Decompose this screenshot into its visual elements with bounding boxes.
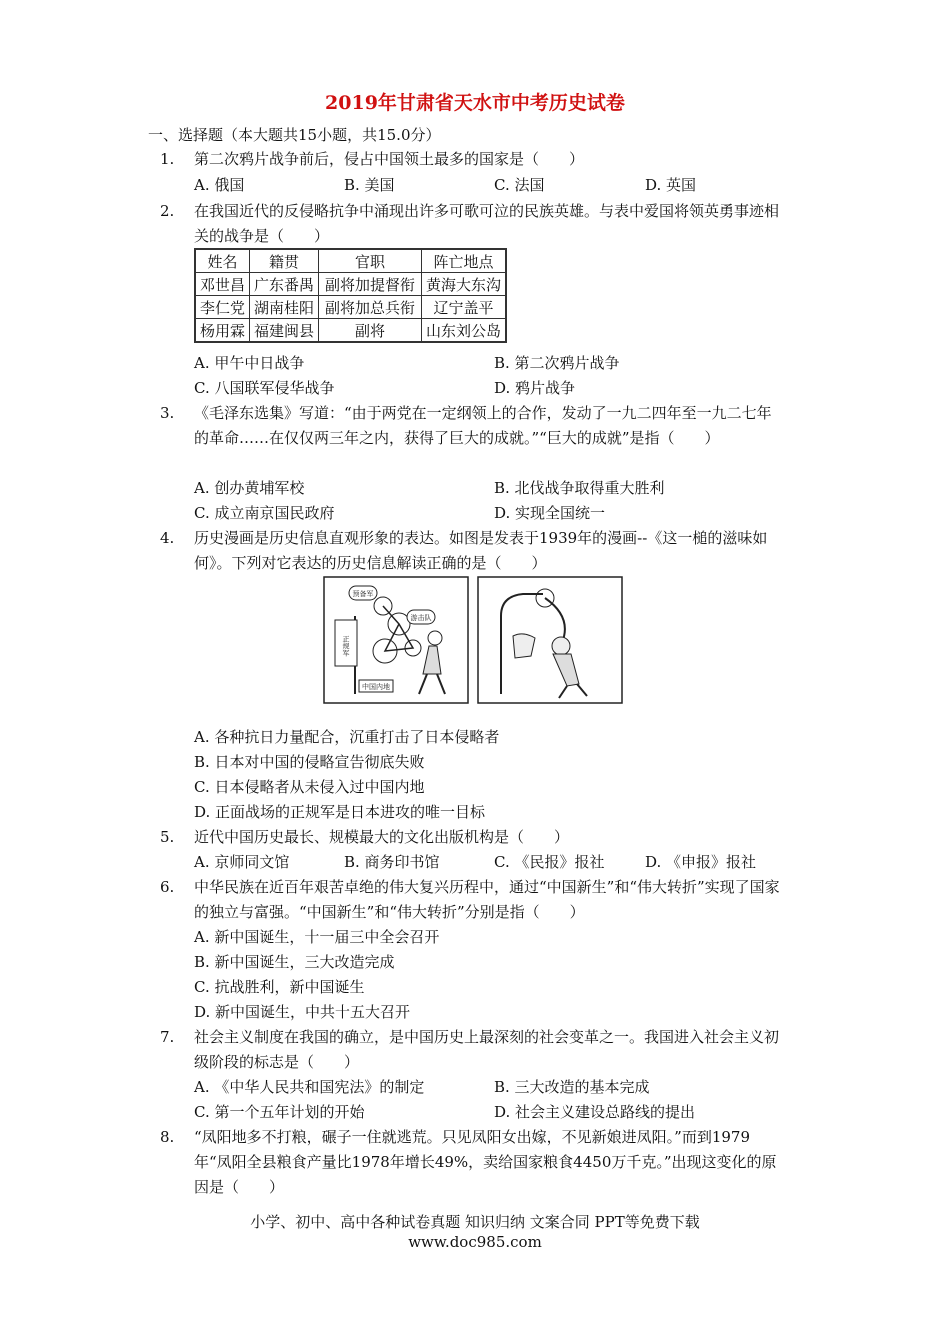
table-cell: 湖南桂阳: [250, 296, 319, 319]
question-number: 6.: [160, 878, 175, 896]
label-guerrilla: 游击队: [410, 614, 432, 622]
label-inland: 中国内地: [362, 683, 390, 691]
footer-promo: 小学、初中、高中各种试卷真题 知识归纳 文案合同 PPT等免费下载: [250, 1213, 700, 1231]
option-c: C. 《民报》报社: [494, 853, 605, 871]
generals-table: [194, 248, 507, 343]
label-reserve-army: 预备军: [352, 590, 374, 598]
question-stem: 第二次鸦片战争前后，侵占中国领土最多的国家是（ ）: [194, 150, 585, 168]
question-5: [160, 825, 786, 850]
option-a: A. 各种抗日力量配合，沉重打击了日本侵略者: [194, 728, 500, 746]
option-c: C. 第一个五年计划的开始: [194, 1103, 365, 1121]
table-row: [195, 296, 506, 319]
option-d: D. 正面战场的正规军是日本进攻的唯一目标: [194, 803, 486, 821]
table-row: [195, 319, 506, 343]
option-c: C. 日本侵略者从未侵入过中国内地: [194, 778, 425, 796]
question-stem: 近代中国历史最长、规模最大的文化出版机构是（ ）: [194, 828, 570, 846]
option-c: C. 八国联军侵华战争: [194, 379, 335, 397]
question-6: [160, 875, 786, 925]
table-header: 阵亡地点: [422, 249, 507, 273]
table-cell: 副将加总兵衔: [319, 296, 422, 319]
option-c: C. 抗战胜利，新中国诞生: [194, 978, 365, 996]
section-heading: 一、选择题（本大题共15小题，共15.0分）: [148, 126, 441, 144]
option-b: B. 三大改造的基本完成: [494, 1078, 650, 1096]
label-regular-army: 正规军: [342, 635, 350, 657]
table-header: 姓名: [195, 249, 250, 273]
question-1: [160, 147, 786, 172]
question-2: [160, 199, 786, 249]
table-cell: 广东番禺: [250, 273, 319, 296]
exam-title: 2019年甘肃省天水市中考历史试卷: [325, 92, 625, 114]
question-number: 1.: [160, 150, 175, 168]
option-d: D. 社会主义建设总路线的提出: [494, 1103, 696, 1121]
question-number: 3.: [160, 404, 175, 422]
option-b: B. 美国: [344, 176, 395, 194]
option-d: D. 新中国诞生，中共十五大召开: [194, 1003, 411, 1021]
question-stem: 社会主义制度在我国的确立，是中国历史上最深刻的社会变革之一。我国进入社会主义初级阶段的标志是（ ）: [194, 1028, 780, 1071]
question-number: 4.: [160, 529, 175, 547]
option-a: A. 俄国: [194, 176, 245, 194]
option-d: D. 《申报》报社: [645, 853, 757, 871]
question-8: [160, 1125, 786, 1200]
table-header-row: [195, 249, 506, 273]
option-b: B. 日本对中国的侵略宣告彻底失败: [194, 753, 425, 771]
page-footer: [0, 1212, 950, 1252]
question-stem: 历史漫画是历史信息直观形象的表达。如图是发表于1939年的漫画--《这一槌的滋味如何》。下列对它表达的历史信息解读正确的是（ ）: [194, 529, 768, 572]
option-a: A. 新中国诞生，十一届三中全会召开: [194, 928, 440, 946]
table-cell: 副将加提督衔: [319, 273, 422, 296]
table-header: 官职: [319, 249, 422, 273]
option-d: D. 英国: [645, 176, 697, 194]
option-a: A. 京师同文馆: [194, 853, 290, 871]
option-a: A. 创办黄埔军校: [194, 479, 305, 497]
footer-url: www.doc985.com: [408, 1233, 542, 1251]
question-stem: “凤阳地多不打粮，碾子一住就逃荒。只见凤阳女出嫁，不见新娘进凤阳。”而到1979年“凤阳全县粮食产量比1978年增长49%，卖给国家粮食4450万千克。”出现这变化的原因是（ ）: [194, 1128, 777, 1196]
table-cell: 福建闽县: [250, 319, 319, 343]
table-cell: 黄海大东沟: [422, 273, 507, 296]
question-number: 8.: [160, 1128, 175, 1146]
table-cell: 山东刘公岛: [422, 319, 507, 343]
option-d: D. 鸦片战争: [494, 379, 576, 397]
table-cell: 杨用霖: [195, 319, 250, 343]
table-cell: 李仁党: [195, 296, 250, 319]
table-cell: 辽宁盖平: [422, 296, 507, 319]
cartoon-illustration: [323, 576, 623, 704]
question-3: [160, 401, 786, 451]
question-stem: 中华民族在近百年艰苦卓绝的伟大复兴历程中，通过“中国新生”和“伟大转折”实现了国家的独立与富强。“中国新生”和“伟大转折”分别是指（ ）: [194, 878, 780, 921]
question-4: [160, 526, 786, 576]
option-c: C. 成立南京国民政府: [194, 504, 335, 522]
question-number: 5.: [160, 828, 175, 846]
option-b: B. 北伐战争取得重大胜利: [494, 479, 665, 497]
question-number: 2.: [160, 202, 175, 220]
option-d: D. 实现全国统一: [494, 504, 606, 522]
option-a: A. 《中华人民共和国宪法》的制定: [194, 1078, 425, 1096]
table-cell: 副将: [319, 319, 422, 343]
option-c: C. 法国: [494, 176, 545, 194]
question-number: 7.: [160, 1028, 175, 1046]
table-cell: 邓世昌: [195, 273, 250, 296]
option-b: B. 商务印书馆: [344, 853, 440, 871]
question-7: [160, 1025, 786, 1075]
option-a: A. 甲午中日战争: [194, 354, 305, 372]
table-row: [195, 273, 506, 296]
question-stem: 在我国近代的反侵略抗争中涌现出许多可歌可泣的民族英雄。与表中爱国将领英勇事迹相关的战争是（ ）: [194, 202, 780, 245]
option-b: B. 新中国诞生，三大改造完成: [194, 953, 395, 971]
question-stem: 《毛泽东选集》写道：“由于两党在一定纲领上的合作，发动了一九二四年至一九二七年的革命……在仅仅两三年之内，获得了巨大的成就。”“巨大的成就”是指（ ）: [194, 404, 772, 447]
option-b: B. 第二次鸦片战争: [494, 354, 620, 372]
table-header: 籍贯: [250, 249, 319, 273]
